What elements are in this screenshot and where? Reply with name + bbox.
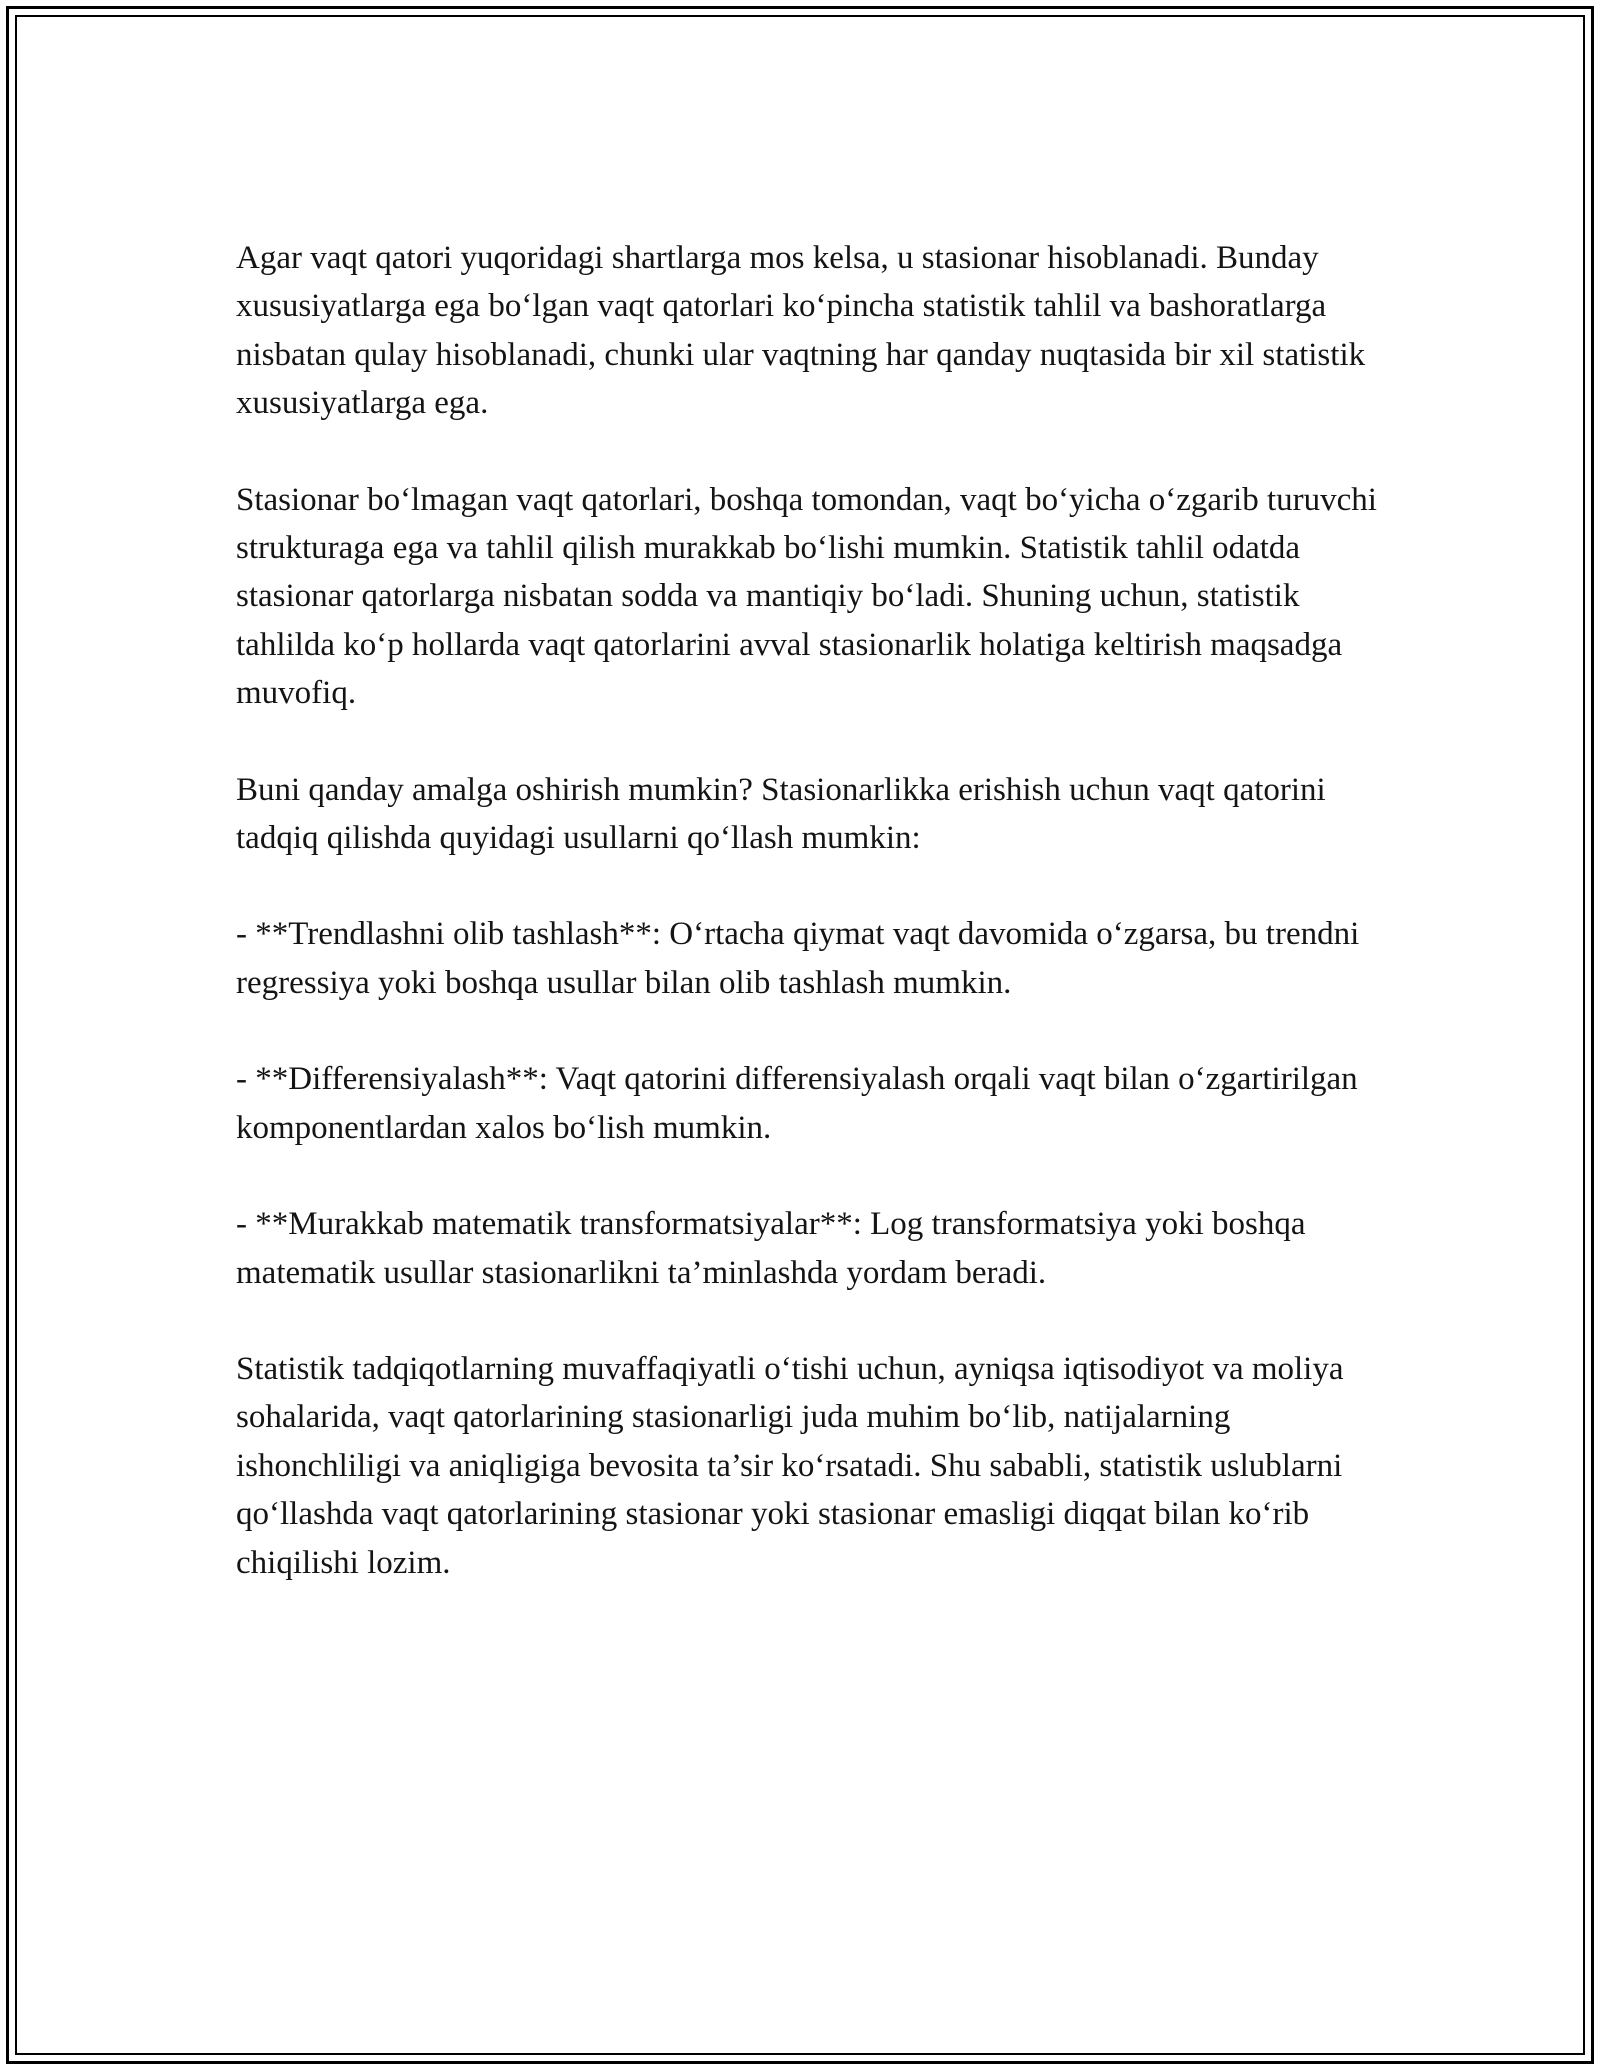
list-item-differencing: - **Differensiyalash**: Vaqt qatorini differensiyalash orqali vaqt bilan o‘zgartirilgan komponentlardan xalos bo‘lish mumkin. [236,1061,1358,1146]
paragraph-stationary-definition: Agar vaqt qatori yuqoridagi shartlarga mos kelsa, u stasionar hisoblanadi. Bunday xususiyatlarga ega bo‘lgan vaqt qatorlari ko‘pincha statistik tahlil va bashoratlarga nisbatan qulay hisoblanadi, chunki ular vaqtning har qanday nuqtasida bir xil statistik xususiyatlarga ega. [236,240,1366,422]
list-item-detrending: - **Trendlashni olib tashlash**: O‘rtacha qiymat vaqt davomida o‘zgarsa, bu trendni regressiya yoki boshqa usullar bilan olib tashlash mumkin. [236,916,1360,1001]
list-item-transformations: - **Murakkab matematik transformatsiyalar**: Log transformatsiya yoki boshqa matematik usullar stasionarlikni ta’minlashda yordam beradi. [236,1206,1306,1291]
paragraph-conclusion: Statistik tadqiqotlarning muvaffaqiyatli o‘tishi uchun, ayniqsa iqtisodiyot va moliya sohalarida, vaqt qatorlarining stasionarligi juda muhim bo‘lib, natijalarning ishonchliligi va aniqligiga bevosita ta’sir ko‘rsatadi. Shu sababli, statistik uslublarni qo‘llashda vaqt qatorlarining stasionar yoki stasionar emasligi diqqat bilan ko‘rib chiqilishi lozim. [236,1350,1344,1581]
paragraph-methods-intro: Buni qanday amalga oshirish mumkin? Stasionarlikka erishish uchun vaqt qatorini tadqiq qilishda quyidagi usullarni qo‘llash mumkin: [236,771,1326,857]
document-body [236,234,1386,1635]
paragraph-non-stationary: Stasionar bo‘lmagan vaqt qatorlari, boshqa tomondan, vaqt bo‘yicha o‘zgarib turuvchi strukturaga ega va tahlil qilish murakkab bo‘lishi mumkin. Statistik tahlil odatda stasionar qatorlarga nisbatan sodda va mantiqiy bo‘ladi. Shuning uchun, statistik tahlilda ko‘p hollarda vaqt qatorlarini avval stasionarlik holatiga keltirish maqsadga muvofiq. [236,481,1377,712]
